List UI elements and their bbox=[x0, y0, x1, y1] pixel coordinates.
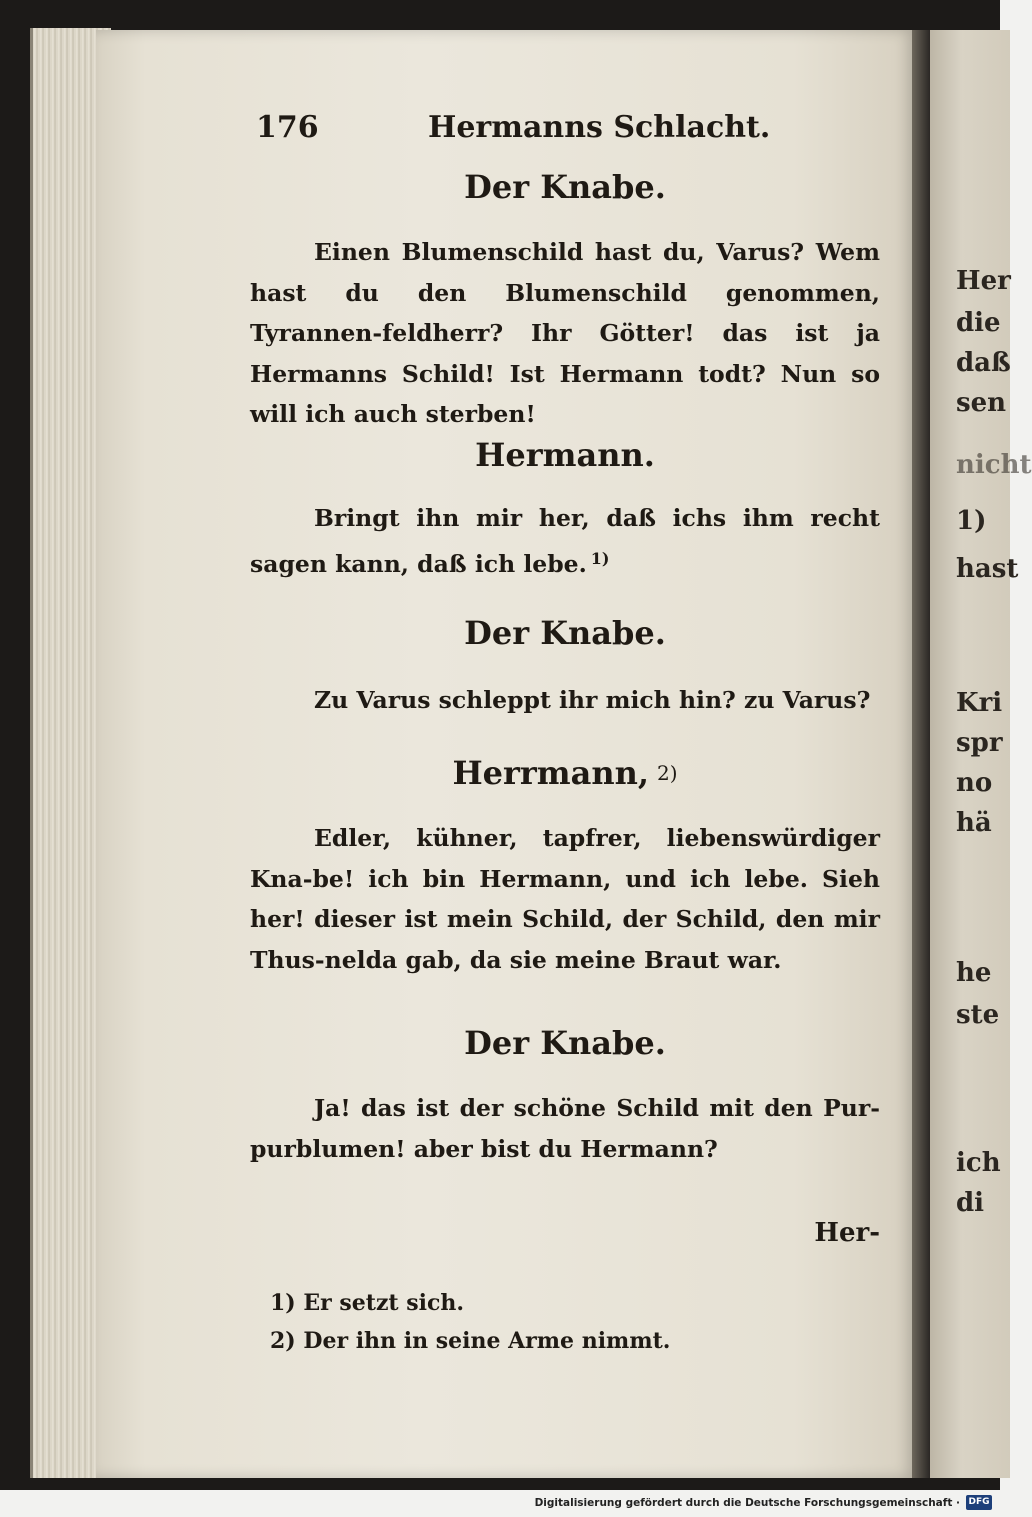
speaker-name: Der Knabe. bbox=[464, 168, 666, 206]
facing-fragment: nicht bbox=[956, 450, 1032, 480]
facing-fragment: di bbox=[956, 1188, 985, 1218]
speaker-heading bbox=[250, 614, 880, 652]
speaker-heading bbox=[250, 754, 880, 792]
speech-text: Edler, kühner, tapfrer, liebenswürdiger Kna-be! ich bin Hermann, und ich lebe. Sieh her! dieser ist mein Schild, der Schild, den mir Thus-nelda gab, da sie meine Braut war. bbox=[250, 824, 880, 974]
facing-fragment: ich bbox=[956, 1148, 1001, 1178]
facing-fragment: he bbox=[956, 958, 992, 988]
speech-paragraph bbox=[250, 818, 880, 980]
footnote-ref: 2) bbox=[657, 761, 678, 785]
speech-paragraph bbox=[250, 1088, 880, 1169]
speech-paragraph bbox=[250, 232, 880, 435]
book-gutter bbox=[912, 30, 930, 1478]
speaker-heading bbox=[250, 1024, 880, 1062]
facing-page-edge bbox=[930, 30, 1032, 1478]
footnote-ref: 1) bbox=[590, 548, 610, 568]
facing-fragment: hast bbox=[956, 554, 1019, 584]
dfg-logo: DFG bbox=[966, 1495, 992, 1510]
speech-text: Zu Varus schleppt ihr mich hin? zu Varus? bbox=[314, 686, 871, 714]
credit-bar bbox=[0, 1490, 1000, 1517]
footnotes bbox=[270, 1284, 790, 1360]
facing-fragment: no bbox=[956, 768, 993, 798]
speaker-name: Hermann. bbox=[475, 436, 655, 474]
speech-text: Bringt ihn mir her, daß ichs ihm recht sagen kann, daß ich lebe. bbox=[250, 504, 880, 578]
facing-fragment: hä bbox=[956, 808, 992, 838]
catchword: Her- bbox=[814, 1218, 880, 1248]
facing-fragment: Kri bbox=[956, 688, 1003, 718]
running-header bbox=[256, 110, 856, 150]
speech-text: Einen Blumenschild hast du, Varus? Wem hast du den Blumenschild genommen, Tyrannen-feldherr? Ihr Götter! das ist ja Hermanns Schild! Ist Hermann todt? Nun so will ich auch sterben! bbox=[250, 238, 880, 428]
footnote: 2) Der ihn in seine Arme nimmt. bbox=[270, 1328, 671, 1354]
facing-fragment: Her bbox=[956, 266, 1011, 296]
facing-fragment: daß bbox=[956, 348, 1011, 378]
digitization-credit: Digitalisierung gefördert durch die Deutsche Forschungsgemeinschaft · bbox=[534, 1497, 960, 1509]
footnote: 1) Er setzt sich. bbox=[270, 1290, 465, 1316]
speech-paragraph bbox=[250, 680, 880, 721]
page-number: 176 bbox=[256, 110, 319, 145]
facing-fragment: sen bbox=[956, 388, 1007, 418]
facing-fragment: spr bbox=[956, 728, 1003, 758]
speech-paragraph bbox=[250, 498, 880, 584]
speaker-heading bbox=[250, 436, 880, 474]
running-title: Hermanns Schlacht. bbox=[428, 110, 771, 145]
speech-text: Ja! das ist der schöne Schild mit den Pur-purblumen! aber bist du Hermann? bbox=[250, 1094, 880, 1163]
speaker-heading bbox=[250, 168, 880, 206]
speaker-name: Der Knabe. bbox=[464, 1024, 666, 1062]
facing-fragment: 1) bbox=[956, 506, 987, 536]
facing-fragment: die bbox=[956, 308, 1001, 338]
facing-fragment: ste bbox=[956, 1000, 1000, 1030]
speaker-name: Herrmann, bbox=[452, 754, 650, 792]
speaker-name: Der Knabe. bbox=[464, 614, 666, 652]
